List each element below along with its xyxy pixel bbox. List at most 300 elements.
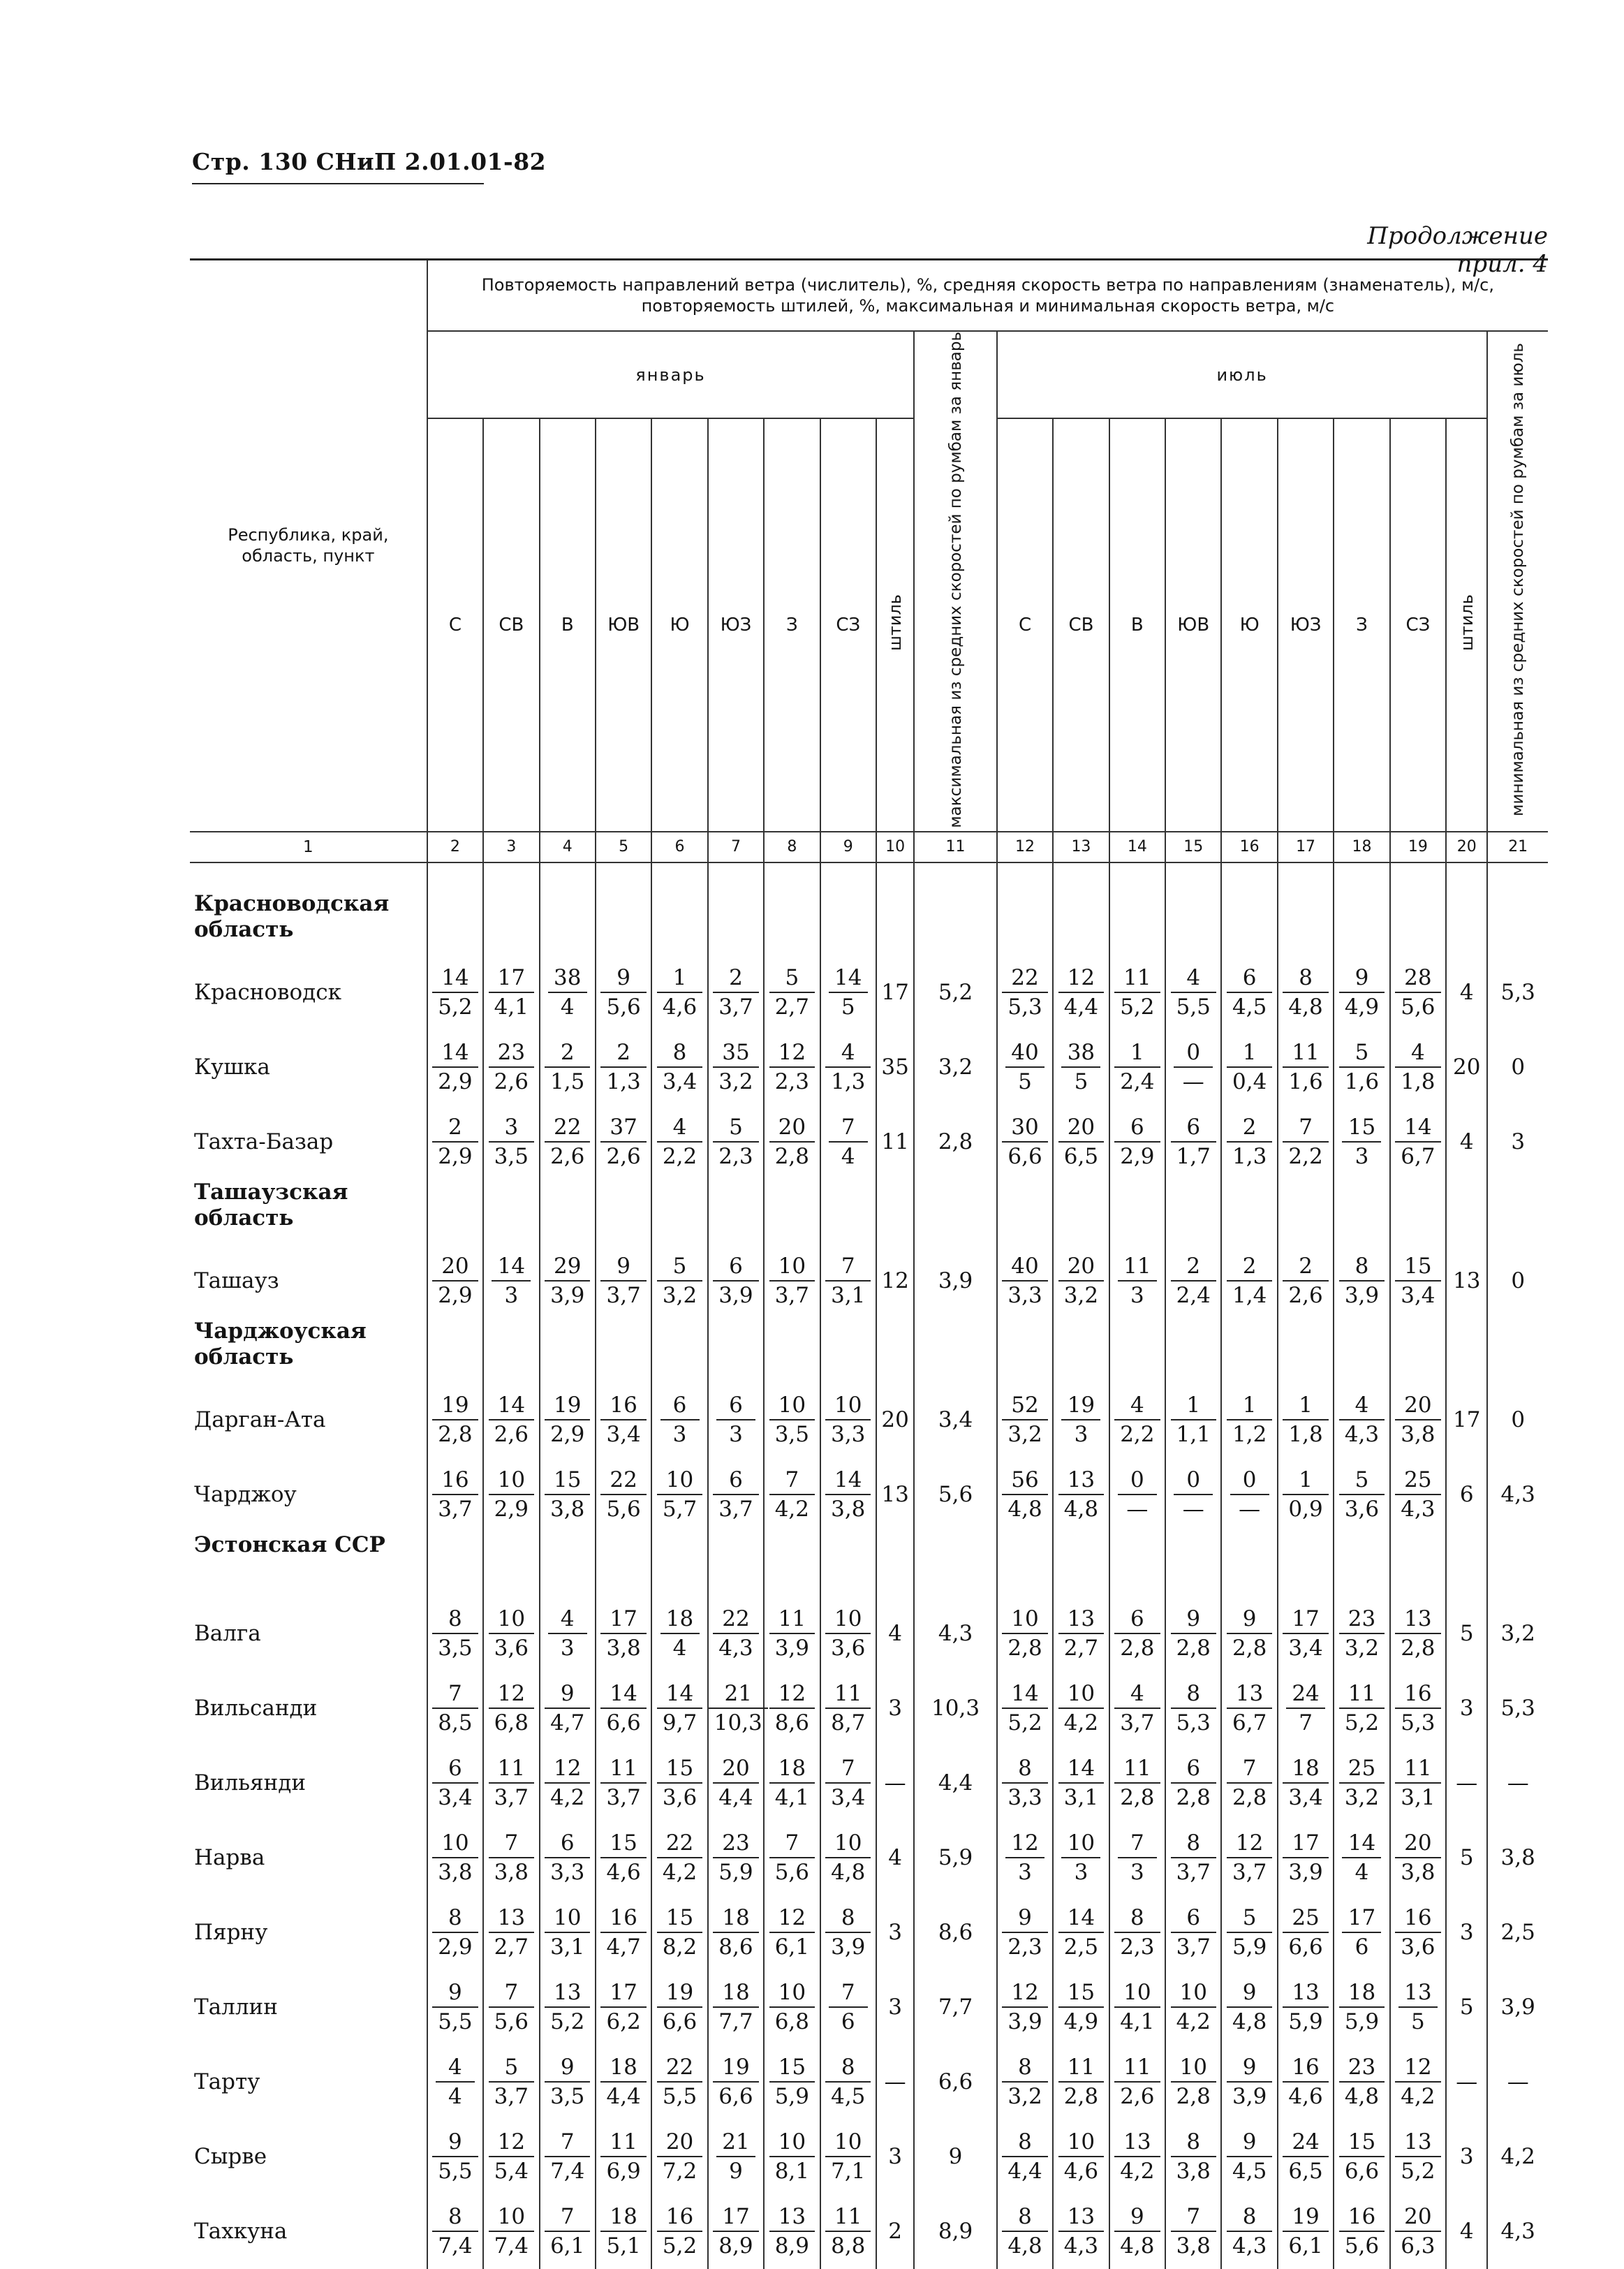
- speed-value: 4,9: [1058, 2006, 1104, 2036]
- frequency-value: 9: [1018, 1905, 1032, 1931]
- fraction: [1171, 2203, 1216, 2260]
- speed-value: 6,6: [1002, 1141, 1047, 1170]
- empty-cell: [596, 1180, 651, 1244]
- fraction: [436, 2053, 475, 2110]
- speed-value: 3: [1342, 1141, 1381, 1170]
- fraction-cell: [708, 2194, 764, 2269]
- speed-value: 2,2: [1114, 1419, 1160, 1448]
- frequency-value: 20: [1404, 1393, 1432, 1418]
- speed-value: 2,6: [1114, 2081, 1160, 2110]
- frequency-value: 40: [1011, 1040, 1039, 1066]
- fraction: [432, 1391, 478, 1448]
- fraction: [825, 1829, 871, 1886]
- empty-cell: [914, 891, 997, 955]
- frequency-value: 7: [504, 1980, 519, 2006]
- speed-value: 8,8: [825, 2231, 871, 2260]
- speed-value: 5,2: [1114, 992, 1160, 1021]
- jul-min-cell: 0: [1487, 1383, 1548, 1457]
- jan-calm-cell: 4: [876, 1596, 914, 1671]
- column-number: 12: [997, 832, 1053, 862]
- fraction: [1114, 1978, 1160, 2036]
- fraction: [1395, 1252, 1440, 1309]
- column-number: 11: [914, 832, 997, 862]
- fraction: [1395, 2053, 1440, 2110]
- fraction-cell: [596, 1970, 651, 2045]
- speed-value: 5,9: [1283, 2006, 1328, 2036]
- speed-value: 4,3: [1227, 2231, 1272, 2260]
- speed-value: 3,8: [489, 1857, 534, 1886]
- frequency-value: 8: [1018, 2055, 1032, 2080]
- speed-value: 8,9: [713, 2231, 758, 2260]
- empty-cell: [764, 891, 820, 955]
- jul-calm-cell: —: [1446, 2045, 1487, 2120]
- column-number: 4: [540, 832, 596, 862]
- fraction: [489, 1829, 534, 1886]
- station-name: Чарджоу: [194, 1482, 297, 1508]
- frequency-value: 7: [841, 1115, 855, 1140]
- column-number: 10: [876, 832, 914, 862]
- fraction: [713, 1038, 758, 1096]
- speed-value: 2,7: [489, 1932, 534, 1961]
- speed-value: 4,8: [1227, 2006, 1272, 2036]
- jan-calm-cell: 35: [876, 1030, 914, 1105]
- speed-value: 4: [829, 1141, 868, 1170]
- speed-value: 5,6: [1339, 2231, 1385, 2260]
- fraction-cell: [708, 1671, 764, 1746]
- frequency-value: 7: [841, 1980, 855, 2006]
- frequency-value: 17: [610, 1606, 637, 1632]
- jul-min-cell: 4,3: [1487, 1457, 1548, 1532]
- fraction-cell: [1278, 1970, 1334, 2045]
- fraction: [825, 1466, 871, 1523]
- fraction-cell: [427, 1244, 483, 1319]
- frequency-value: 10: [1179, 1980, 1207, 2006]
- speed-value: 6,2: [600, 2006, 646, 2036]
- speed-value: 6,5: [1058, 1141, 1104, 1170]
- jan-max-cell: 10,3: [914, 1671, 997, 1746]
- speed-value: 6,9: [600, 2156, 646, 2185]
- fraction-cell: [1390, 1746, 1446, 1821]
- frequency-value: 19: [665, 1980, 694, 2006]
- spacer-cell: [1487, 862, 1548, 891]
- speed-value: 4,1: [1114, 2006, 1160, 2036]
- fraction: [545, 1391, 590, 1448]
- speed-value: 4,2: [545, 1782, 590, 1812]
- frequency-value: 7: [560, 2204, 575, 2230]
- empty-cell: [483, 1180, 539, 1244]
- fraction: [1058, 2203, 1104, 2260]
- empty-cell: [1487, 1180, 1548, 1244]
- frequency-value: 7: [1242, 1756, 1257, 1782]
- fraction-cell: [427, 1746, 483, 1821]
- fraction: [1002, 1252, 1047, 1309]
- empty-cell: [596, 1319, 651, 1383]
- speed-value: 3,7: [713, 992, 758, 1021]
- frequency-value: 11: [497, 1756, 526, 1782]
- fraction: [657, 2053, 702, 2110]
- fraction: [825, 1391, 871, 1448]
- fraction-cell: [1278, 1244, 1334, 1319]
- frequency-value: 10: [778, 1980, 806, 2006]
- region-row: [190, 1532, 1548, 1596]
- fraction: [769, 1466, 815, 1523]
- fraction: [1395, 1391, 1440, 1448]
- speed-value: 4: [660, 1633, 700, 1662]
- empty-cell: [708, 1180, 764, 1244]
- fraction-cell: [651, 1457, 707, 1532]
- speed-value: 3,6: [1395, 1932, 1440, 1961]
- empty-cell: [1221, 1319, 1277, 1383]
- fraction: [600, 1829, 646, 1886]
- speed-value: 5,2: [1395, 2156, 1440, 2185]
- speed-value: 5,4: [489, 2156, 534, 2185]
- fraction-cell: [651, 1105, 707, 1180]
- fraction-cell: [1109, 2120, 1165, 2194]
- fraction-cell: [596, 1457, 651, 1532]
- speed-value: 8,5: [432, 1708, 478, 1737]
- frequency-value: 6: [1130, 1606, 1144, 1632]
- frequency-value: 2: [448, 1115, 462, 1140]
- fraction-cell: [1278, 1383, 1334, 1457]
- frequency-value: 10: [497, 1606, 526, 1632]
- fraction: [1061, 1391, 1100, 1448]
- column-number-row: [190, 832, 1548, 862]
- speed-value: 4,8: [1058, 1494, 1104, 1523]
- frequency-value: 4: [1411, 1040, 1425, 1066]
- speed-value: 5,3: [1002, 992, 1047, 1021]
- frequency-value: 21: [722, 2129, 750, 2155]
- empty-cell: [820, 891, 876, 955]
- frequency-value: 1: [1242, 1040, 1257, 1066]
- frequency-value: 9: [560, 2055, 575, 2080]
- fraction-cell: [596, 955, 651, 1030]
- speed-value: 0,4: [1227, 1066, 1272, 1096]
- fraction-cell: [540, 1105, 596, 1180]
- speed-value: 3,6: [825, 1633, 871, 1662]
- fraction-cell: [1109, 1671, 1165, 1746]
- empty-cell: [997, 1532, 1053, 1596]
- frequency-value: 18: [722, 1905, 750, 1931]
- fraction: [769, 1680, 815, 1737]
- frequency-value: 8: [448, 1606, 462, 1632]
- speed-value: 2,9: [1114, 1141, 1160, 1170]
- speed-value: 2,8: [769, 1141, 815, 1170]
- speed-value: 4,8: [1002, 2231, 1047, 2260]
- fraction: [1171, 2128, 1216, 2185]
- fraction: [1002, 1391, 1047, 1448]
- station-row: [190, 1821, 1548, 1895]
- empty-cell: [540, 1532, 596, 1596]
- fraction: [545, 1113, 590, 1170]
- speed-value: —: [1230, 1494, 1269, 1523]
- jan-calm-cell: 4: [876, 1821, 914, 1895]
- frequency-value: 6: [1130, 1115, 1144, 1140]
- speed-value: 3,2: [1002, 1419, 1047, 1448]
- fraction: [825, 1754, 871, 1812]
- fraction-cell: [1165, 1030, 1221, 1105]
- speed-value: 1,1: [1171, 1419, 1216, 1448]
- speed-value: 8,9: [769, 2231, 815, 2260]
- fraction: [1174, 1466, 1213, 1523]
- fraction-cell: [997, 1457, 1053, 1532]
- frequency-value: 9: [1242, 2129, 1257, 2155]
- fraction: [769, 964, 815, 1021]
- station-row: [190, 2045, 1548, 2120]
- frequency-value: 15: [778, 2055, 806, 2080]
- fraction-cell: [1165, 1244, 1221, 1319]
- jan-max-cell: 8,9: [914, 2194, 997, 2269]
- frequency-value: 11: [610, 2129, 637, 2155]
- frequency-value: 9: [560, 1681, 575, 1707]
- frequency-value: 20: [1404, 1830, 1432, 1856]
- empty-cell: [1165, 1319, 1221, 1383]
- fraction: [432, 1252, 478, 1309]
- frequency-value: 12: [778, 1681, 806, 1707]
- fraction-cell: [1334, 1970, 1389, 2045]
- fraction: [769, 2128, 815, 2185]
- fraction: [545, 1680, 590, 1737]
- fraction: [1339, 1252, 1385, 1309]
- speed-value: 7: [1286, 1708, 1325, 1737]
- empty-cell: [1053, 1532, 1109, 1596]
- jan-calm-cell: 12: [876, 1244, 914, 1319]
- fraction-cell: [1165, 1671, 1221, 1746]
- fraction-cell: [1221, 1671, 1277, 1746]
- empty-cell: [876, 1180, 914, 1244]
- fraction-cell: [1390, 1030, 1446, 1105]
- fraction: [489, 2053, 534, 2110]
- speed-value: 5,6: [769, 1857, 815, 1886]
- frequency-value: 25: [1404, 1467, 1432, 1493]
- frequency-value: 17: [610, 1980, 637, 2006]
- frequency-value: 6: [448, 1756, 462, 1782]
- speed-value: 3,9: [1227, 2081, 1272, 2110]
- frequency-value: 52: [1011, 1393, 1039, 1418]
- speed-value: 5,9: [769, 2081, 815, 2110]
- fraction: [657, 1680, 702, 1737]
- jan-max-header: [914, 331, 997, 832]
- frequency-value: 12: [497, 2129, 526, 2155]
- fraction-cell: [483, 2045, 539, 2120]
- speed-value: 4,8: [1283, 992, 1328, 1021]
- fraction-cell: [1165, 1383, 1221, 1457]
- speed-value: 3,9: [1339, 1280, 1385, 1309]
- frequency-value: 19: [441, 1393, 469, 1418]
- fraction: [1395, 2128, 1440, 2185]
- frequency-value: 5: [504, 2055, 519, 2080]
- speed-value: 3,9: [825, 1932, 871, 1961]
- frequency-value: 16: [1404, 1681, 1432, 1707]
- fraction-cell: [1334, 1671, 1389, 1746]
- fraction-cell: [764, 1970, 820, 2045]
- frequency-value: 1: [1130, 1040, 1144, 1066]
- frequency-value: 11: [834, 2204, 862, 2230]
- speed-value: 2,8: [1227, 1633, 1272, 1662]
- fraction-cell: [427, 1383, 483, 1457]
- fraction-cell: [1221, 1596, 1277, 1671]
- fraction: [545, 1904, 590, 1961]
- fraction-cell: [596, 1746, 651, 1821]
- fraction: [1171, 1113, 1216, 1170]
- frequency-value: 8: [1242, 2204, 1257, 2230]
- empty-cell: [708, 1319, 764, 1383]
- fraction-cell: [596, 1596, 651, 1671]
- frequency-value: 9: [617, 965, 630, 991]
- frequency-value: 22: [554, 1115, 582, 1140]
- frequency-value: 14: [497, 1393, 526, 1418]
- fraction: [769, 1829, 815, 1886]
- fraction: [713, 2053, 758, 2110]
- fraction: [1227, 1904, 1272, 1961]
- frequency-value: 14: [441, 965, 469, 991]
- speed-value: 2,8: [1171, 2081, 1216, 2110]
- fraction: [1058, 1978, 1104, 2036]
- fraction: [1171, 1680, 1216, 1737]
- fraction-cell: [1053, 1030, 1109, 1105]
- jul-min-cell: 0: [1487, 1030, 1548, 1105]
- fraction-cell: [708, 1596, 764, 1671]
- station-name: Тахкуна: [194, 2219, 288, 2245]
- fraction-cell: [764, 1244, 820, 1319]
- column-number: 21: [1487, 832, 1548, 862]
- speed-value: 3,9: [1283, 1857, 1328, 1886]
- fraction-cell: [596, 1105, 651, 1180]
- fraction: [713, 1904, 758, 1961]
- fraction: [600, 1038, 646, 1096]
- frequency-value: 4: [1130, 1681, 1144, 1707]
- speed-value: 4,4: [1002, 2156, 1047, 2185]
- speed-value: 7,1: [825, 2156, 871, 2185]
- speed-value: 5: [1398, 2006, 1438, 2036]
- speed-value: 2,3: [769, 1066, 815, 1096]
- fraction: [1283, 1754, 1328, 1812]
- fraction-cell: [1390, 955, 1446, 1030]
- fraction: [1398, 1978, 1438, 2036]
- fraction-cell: [1053, 1821, 1109, 1895]
- frequency-value: 16: [1292, 2055, 1320, 2080]
- frequency-value: 29: [554, 1254, 582, 1279]
- empty-cell: [1278, 1532, 1334, 1596]
- frequency-value: 8: [448, 1905, 462, 1931]
- fraction: [489, 1754, 534, 1812]
- fraction: [1395, 1754, 1440, 1812]
- frequency-value: 14: [834, 965, 862, 991]
- fraction: [1227, 1391, 1272, 1448]
- empty-cell: [1278, 1180, 1334, 1244]
- jan-calm-cell: —: [876, 1746, 914, 1821]
- speed-value: 3,7: [769, 1280, 815, 1309]
- speed-value: 3: [1118, 1280, 1157, 1309]
- station-name: Тарту: [194, 2069, 260, 2095]
- fraction-cell: [483, 1596, 539, 1671]
- frequency-value: 20: [665, 2129, 694, 2155]
- fraction-cell: [820, 1383, 876, 1457]
- fraction: [769, 1391, 815, 1448]
- speed-value: 4,4: [1058, 992, 1104, 1021]
- empty-cell: [914, 1532, 997, 1596]
- fraction: [1283, 1038, 1328, 1096]
- frequency-value: 2: [729, 965, 743, 991]
- empty-cell: [540, 1180, 596, 1244]
- fraction-cell: [427, 1895, 483, 1970]
- speed-value: 3,8: [825, 1494, 871, 1523]
- fraction: [1171, 1978, 1216, 2036]
- speed-value: 4,4: [600, 2081, 646, 2110]
- speed-value: —: [1174, 1494, 1213, 1523]
- speed-value: 4: [1342, 1857, 1381, 1886]
- frequency-value: 1: [1299, 1467, 1313, 1493]
- speed-value: 3,6: [489, 1633, 534, 1662]
- fraction-cell: [1334, 1030, 1389, 1105]
- speed-value: 5,3: [1171, 1708, 1216, 1737]
- fraction: [825, 1904, 871, 1961]
- frequency-value: 2: [1186, 1254, 1201, 1279]
- fraction: [545, 1038, 590, 1096]
- frequency-value: 4: [560, 1606, 575, 1632]
- frequency-value: 17: [1292, 1830, 1320, 1856]
- speed-value: 3,5: [545, 2081, 590, 2110]
- speed-value: 3,8: [1171, 2231, 1216, 2260]
- frequency-value: 10: [834, 1830, 862, 1856]
- fraction: [1342, 1904, 1381, 1961]
- jan-max-cell: 5,6: [914, 1457, 997, 1532]
- fraction-cell: [1334, 1383, 1389, 1457]
- frequency-value: 13: [1404, 2129, 1432, 2155]
- frequency-value: 7: [448, 1681, 462, 1707]
- page-header: Стр. 130 СНиП 2.01.01-82: [192, 148, 547, 175]
- empty-cell: [1165, 1532, 1221, 1596]
- fraction: [1171, 1252, 1216, 1309]
- speed-value: 7,2: [657, 2156, 702, 2185]
- frequency-value: 16: [1348, 2204, 1376, 2230]
- frequency-value: 18: [722, 1980, 750, 2006]
- fraction-cell: [997, 1821, 1053, 1895]
- frequency-value: 14: [1067, 1905, 1095, 1931]
- frequency-value: 12: [1011, 1980, 1039, 2006]
- speed-value: 8,1: [769, 2156, 815, 2185]
- calm-header-jul: [1446, 418, 1487, 832]
- frequency-value: 3: [504, 1115, 519, 1140]
- fraction-cell: [1109, 1105, 1165, 1180]
- frequency-value: 11: [1292, 1040, 1320, 1066]
- fraction: [600, 1113, 646, 1170]
- speed-value: 2,8: [1058, 2081, 1104, 2110]
- station-name: Кушка: [194, 1055, 270, 1080]
- speed-value: 8,2: [657, 1932, 702, 1961]
- fraction-cell: [1390, 1596, 1446, 1671]
- station-name: Нарва: [194, 1845, 265, 1871]
- speed-value: 3: [1005, 1857, 1044, 1886]
- frequency-value: 15: [1348, 2129, 1376, 2155]
- dir-header: С: [427, 418, 483, 832]
- fraction: [1342, 1829, 1381, 1886]
- frequency-value: 13: [1067, 1467, 1095, 1493]
- fraction: [825, 2128, 871, 2185]
- fraction: [713, 1252, 758, 1309]
- fraction-cell: [764, 2194, 820, 2269]
- fraction: [545, 1466, 590, 1523]
- speed-value: 5: [1005, 1066, 1044, 1096]
- fraction: [1283, 1904, 1328, 1961]
- fraction: [1114, 1391, 1160, 1448]
- speed-value: 4,8: [1339, 2081, 1385, 2110]
- frequency-value: 5: [785, 965, 799, 991]
- frequency-value: 14: [665, 1681, 694, 1707]
- empty-cell: [483, 1319, 539, 1383]
- fraction-cell: [596, 2120, 651, 2194]
- fraction-cell: [427, 1671, 483, 1746]
- fraction: [1171, 1391, 1216, 1448]
